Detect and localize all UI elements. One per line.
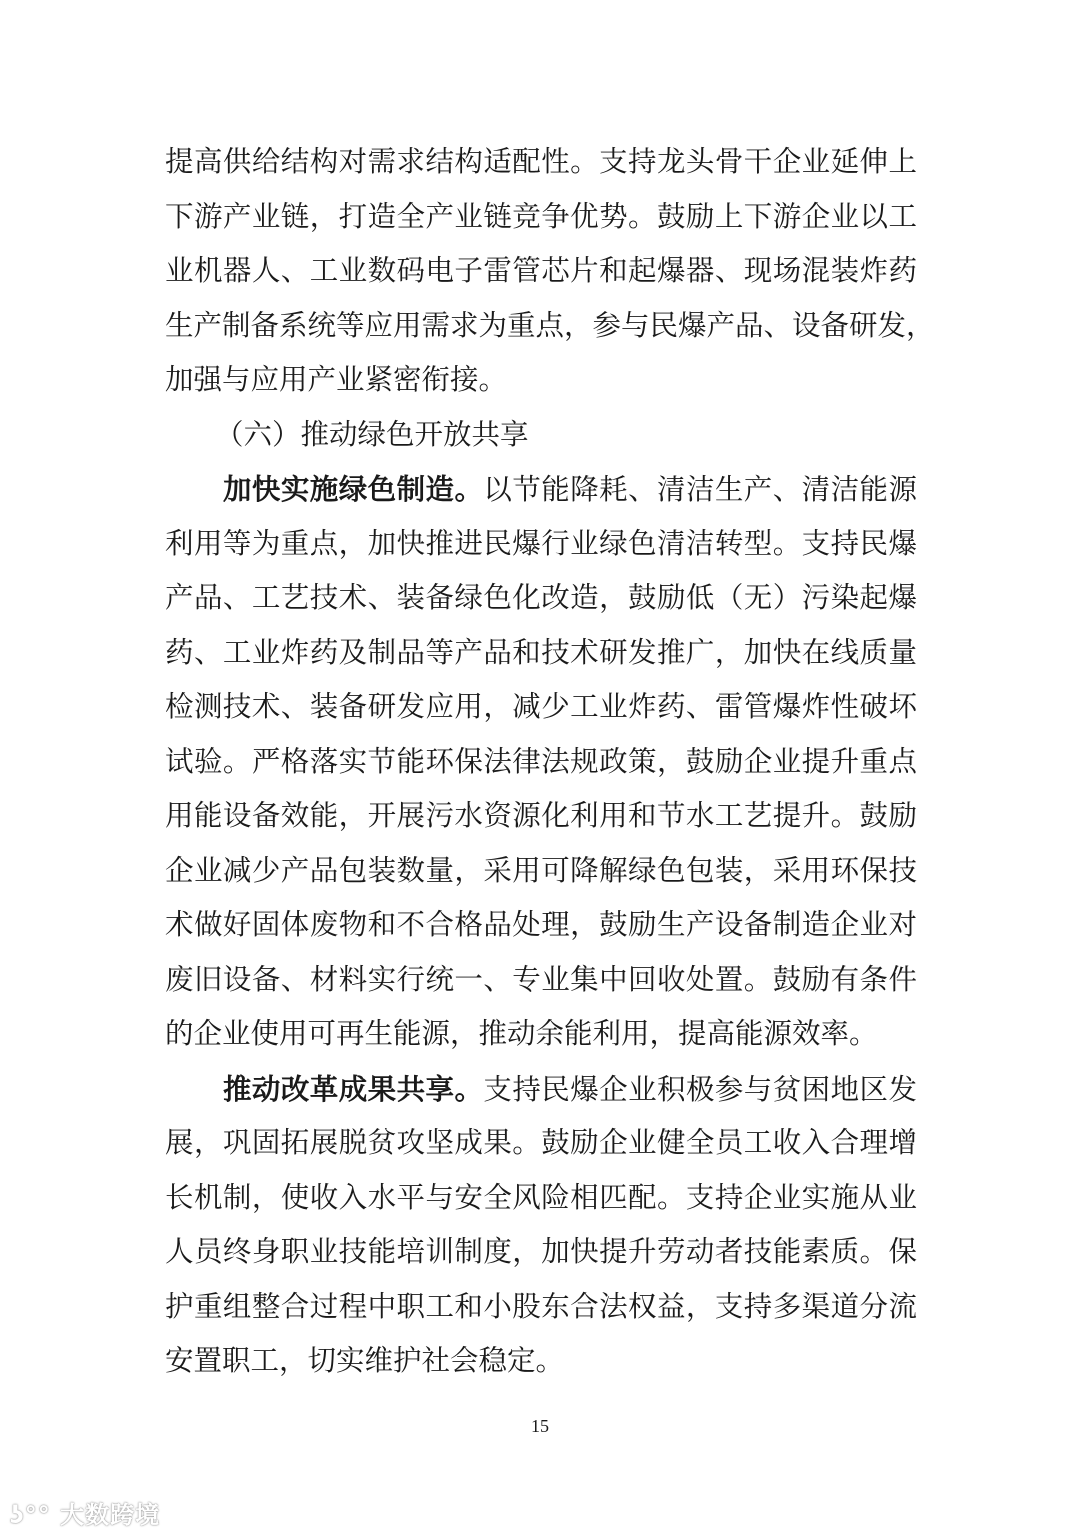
text-line: 术做好固体废物和不合格品处理，鼓励生产设备制造企业对 <box>165 908 917 941</box>
text-line: 展，巩固拓展脱贫攻坚成果。鼓励企业健全员工收入合理增 <box>165 1126 917 1159</box>
text-line: 人员终身职业技能培训制度，加快提升劳动者技能素质。保 <box>165 1235 917 1268</box>
paragraph-lead-line <box>165 462 917 517</box>
section-heading: （六）推动绿色开放共享 <box>215 417 529 451</box>
text-line: 护重组整合过程中职工和小股东合法权益，支持多渠道分流 <box>165 1289 917 1323</box>
text-line: 支持民爆企业积极参与贫困地区发 <box>483 1072 917 1106</box>
watermark <box>10 1495 160 1530</box>
text-line: 下游产业链，打造全产业链竞争优势。鼓励上下游企业以工 <box>165 199 917 233</box>
paragraph-lead-line <box>165 1062 917 1117</box>
text-line: 的企业使用可再生能源，推动余能利用，提高能源效率。 <box>165 1017 878 1050</box>
text-line: 加强与应用产业紧密衔接。 <box>165 363 508 396</box>
text-line: 提高供给结构对需求结构适配性。支持龙头骨干企业延伸上 <box>165 145 917 178</box>
text-line: 企业减少产品包装数量，采用可降解绿色包装，采用环保技 <box>165 853 917 887</box>
document-body <box>165 135 935 1389</box>
watermark-text: 大数跨境 <box>60 1501 161 1529</box>
text-line: 业机器人、工业数码电子雷管芯片和起爆器、现场混装炸药 <box>165 254 917 287</box>
text-line: 检测技术、装备研发应用，减少工业炸药、雷管爆炸性破坏 <box>165 690 917 723</box>
text-line: 产品、工艺技术、装备绿色化改造，鼓励低（无）污染起爆 <box>165 581 917 614</box>
text-line: 安置职工，切实维护社会稳定。 <box>165 1344 565 1377</box>
bold-lead: 加快实施绿色制造。 <box>223 472 484 506</box>
text-line: 用能设备效能，开展污水资源化利用和节水工艺提升。鼓励 <box>165 799 917 832</box>
text-line: 利用等为重点，加快推进民爆行业绿色清洁转型。支持民爆 <box>165 526 917 560</box>
text-line: 废旧设备、材料实行统一、专业集中回收处置。鼓励有条件 <box>165 962 917 996</box>
text-line: 药、工业炸药及制品等产品和技术研发推广，加快在线质量 <box>165 635 917 669</box>
text-line: 以节能降耗、清洁生产、清洁能源 <box>483 473 917 506</box>
watermark-logo-icon: ʖ°° <box>10 1501 51 1529</box>
bold-lead: 推动改革成果共享。 <box>223 1071 484 1106</box>
text-line: 生产制备系统等应用需求为重点，参与民爆产品、设备研发， <box>165 308 935 342</box>
page-number: 15 <box>531 1416 549 1436</box>
text-line: 长机制，使收入水平与安全风险相匹配。支持企业实施从业 <box>165 1180 917 1214</box>
text-line: 试验。严格落实节能环保法律法规政策，鼓励企业提升重点 <box>165 744 917 778</box>
